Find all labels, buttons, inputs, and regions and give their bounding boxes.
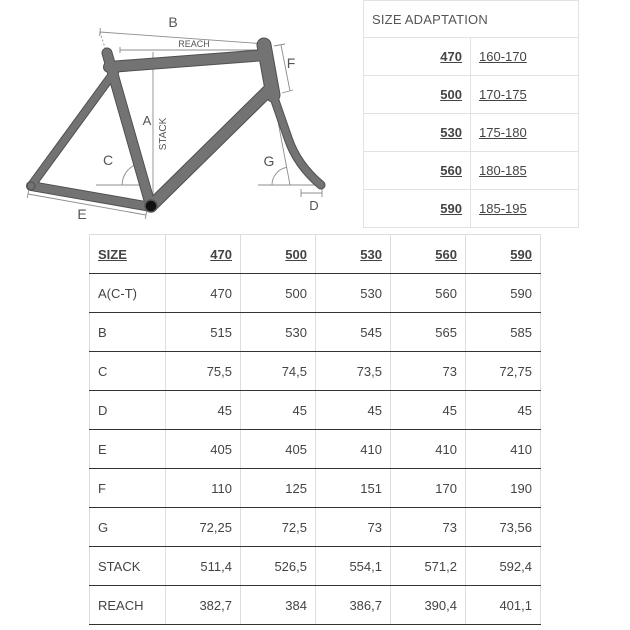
geometry-value: 45 bbox=[241, 391, 316, 430]
geometry-value: 390,4 bbox=[391, 586, 466, 625]
geometry-value: 470 bbox=[166, 274, 241, 313]
label-a: A bbox=[142, 113, 152, 128]
fork bbox=[272, 92, 321, 185]
geometry-value: 73 bbox=[316, 508, 391, 547]
geometry-header-size: 500 bbox=[241, 235, 316, 274]
geometry-row-label: STACK bbox=[90, 547, 166, 586]
label-reach: REACH bbox=[178, 39, 210, 49]
geometry-value: 72,5 bbox=[241, 508, 316, 547]
geometry-row-label: E bbox=[90, 430, 166, 469]
label-b: B bbox=[168, 14, 178, 30]
geometry-value: 410 bbox=[391, 430, 466, 469]
geometry-value: 74,5 bbox=[241, 352, 316, 391]
geometry-value: 73,5 bbox=[316, 352, 391, 391]
geometry-value: 560 bbox=[391, 274, 466, 313]
size-adaptation-height-range: 170-175 bbox=[471, 76, 579, 114]
geometry-table bbox=[89, 234, 541, 625]
geometry-value: 565 bbox=[391, 313, 466, 352]
label-stack: STACK bbox=[158, 117, 169, 151]
geometry-row-g bbox=[90, 508, 541, 547]
geometry-value: 515 bbox=[166, 313, 241, 352]
head-tube bbox=[264, 45, 273, 95]
geometry-value: 592,4 bbox=[466, 547, 541, 586]
size-adaptation-title: SIZE ADAPTATION bbox=[364, 1, 579, 38]
size-adaptation-height-range: 175-180 bbox=[471, 114, 579, 152]
geometry-value: 401,1 bbox=[466, 586, 541, 625]
size-adaptation-row bbox=[364, 76, 579, 114]
geometry-row-a-c-t bbox=[90, 274, 541, 313]
geometry-row-label: A(C-T) bbox=[90, 274, 166, 313]
geometry-value: 73,56 bbox=[466, 508, 541, 547]
size-adaptation-row bbox=[364, 190, 579, 228]
geometry-value: 110 bbox=[166, 469, 241, 508]
top-tube bbox=[109, 55, 266, 67]
size-adaptation-height-range: 160-170 bbox=[471, 38, 579, 76]
geometry-header-size: 470 bbox=[166, 235, 241, 274]
size-adaptation-size: 590 bbox=[364, 190, 471, 228]
geometry-value: 73 bbox=[391, 352, 466, 391]
geometry-value: 530 bbox=[241, 313, 316, 352]
geometry-value: 386,7 bbox=[316, 586, 391, 625]
geometry-row-d bbox=[90, 391, 541, 430]
geometry-value: 545 bbox=[316, 313, 391, 352]
angle-arc-g bbox=[272, 167, 287, 185]
bottom-bracket bbox=[145, 200, 157, 212]
geometry-value: 590 bbox=[466, 274, 541, 313]
seat-stay bbox=[31, 71, 115, 186]
dimension-tick-f-bottom bbox=[282, 90, 293, 93]
geometry-row-label: G bbox=[90, 508, 166, 547]
geometry-row-f bbox=[90, 469, 541, 508]
size-adaptation-size: 470 bbox=[364, 38, 471, 76]
chainstay bbox=[31, 186, 151, 207]
geometry-row-c bbox=[90, 352, 541, 391]
geometry-row-stack bbox=[90, 547, 541, 586]
geometry-row-e bbox=[90, 430, 541, 469]
size-adaptation-header-row bbox=[364, 1, 579, 38]
label-f: F bbox=[286, 55, 296, 71]
geometry-value: 170 bbox=[391, 469, 466, 508]
geometry-value: 405 bbox=[241, 430, 316, 469]
size-adaptation-row bbox=[364, 38, 579, 76]
geometry-value: 382,7 bbox=[166, 586, 241, 625]
size-adaptation-height-range: 180-185 bbox=[471, 152, 579, 190]
geometry-value: 73 bbox=[391, 508, 466, 547]
geometry-value: 530 bbox=[316, 274, 391, 313]
geometry-value: 45 bbox=[316, 391, 391, 430]
geometry-row-label: REACH bbox=[90, 586, 166, 625]
geometry-row-label: B bbox=[90, 313, 166, 352]
geometry-value: 410 bbox=[466, 430, 541, 469]
geometry-value: 384 bbox=[241, 586, 316, 625]
size-adaptation-size: 530 bbox=[364, 114, 471, 152]
size-adaptation-row bbox=[364, 114, 579, 152]
size-adaptation-size: 560 bbox=[364, 152, 471, 190]
geometry-value: 410 bbox=[316, 430, 391, 469]
down-tube bbox=[151, 88, 271, 206]
geometry-value: 45 bbox=[391, 391, 466, 430]
size-adaptation-table bbox=[363, 0, 579, 228]
geometry-value: 151 bbox=[316, 469, 391, 508]
geometry-value: 585 bbox=[466, 313, 541, 352]
geometry-value: 125 bbox=[241, 469, 316, 508]
geometry-value: 45 bbox=[466, 391, 541, 430]
geometry-header-size-label: SIZE bbox=[90, 235, 166, 274]
dimension-tick-f-top bbox=[274, 44, 285, 46]
geometry-value: 554,1 bbox=[316, 547, 391, 586]
frame-geometry-diagram bbox=[0, 0, 360, 232]
geometry-row-label: F bbox=[90, 469, 166, 508]
geometry-header-row bbox=[90, 235, 541, 274]
geometry-value: 72,75 bbox=[466, 352, 541, 391]
geometry-value: 45 bbox=[166, 391, 241, 430]
geometry-value: 511,4 bbox=[166, 547, 241, 586]
size-adaptation-height-range: 185-195 bbox=[471, 190, 579, 228]
label-e: E bbox=[77, 206, 87, 222]
label-g: G bbox=[263, 153, 275, 169]
geometry-value: 72,25 bbox=[166, 508, 241, 547]
geometry-header-size: 590 bbox=[466, 235, 541, 274]
seat-tube bbox=[107, 53, 151, 207]
geometry-value: 405 bbox=[166, 430, 241, 469]
size-adaptation-row bbox=[364, 152, 579, 190]
size-adaptation-size: 500 bbox=[364, 76, 471, 114]
geometry-row-label: C bbox=[90, 352, 166, 391]
rear-dropout bbox=[27, 182, 35, 190]
geometry-value: 190 bbox=[466, 469, 541, 508]
geometry-value: 526,5 bbox=[241, 547, 316, 586]
label-d: D bbox=[309, 198, 319, 213]
geometry-value: 571,2 bbox=[391, 547, 466, 586]
geometry-header-size: 530 bbox=[316, 235, 391, 274]
geometry-row-b bbox=[90, 313, 541, 352]
geometry-row-label: D bbox=[90, 391, 166, 430]
geometry-value: 75,5 bbox=[166, 352, 241, 391]
geometry-value: 500 bbox=[241, 274, 316, 313]
label-c: C bbox=[102, 152, 114, 168]
geometry-header-size: 560 bbox=[391, 235, 466, 274]
bike-frame bbox=[27, 45, 321, 212]
geometry-row-reach bbox=[90, 586, 541, 625]
